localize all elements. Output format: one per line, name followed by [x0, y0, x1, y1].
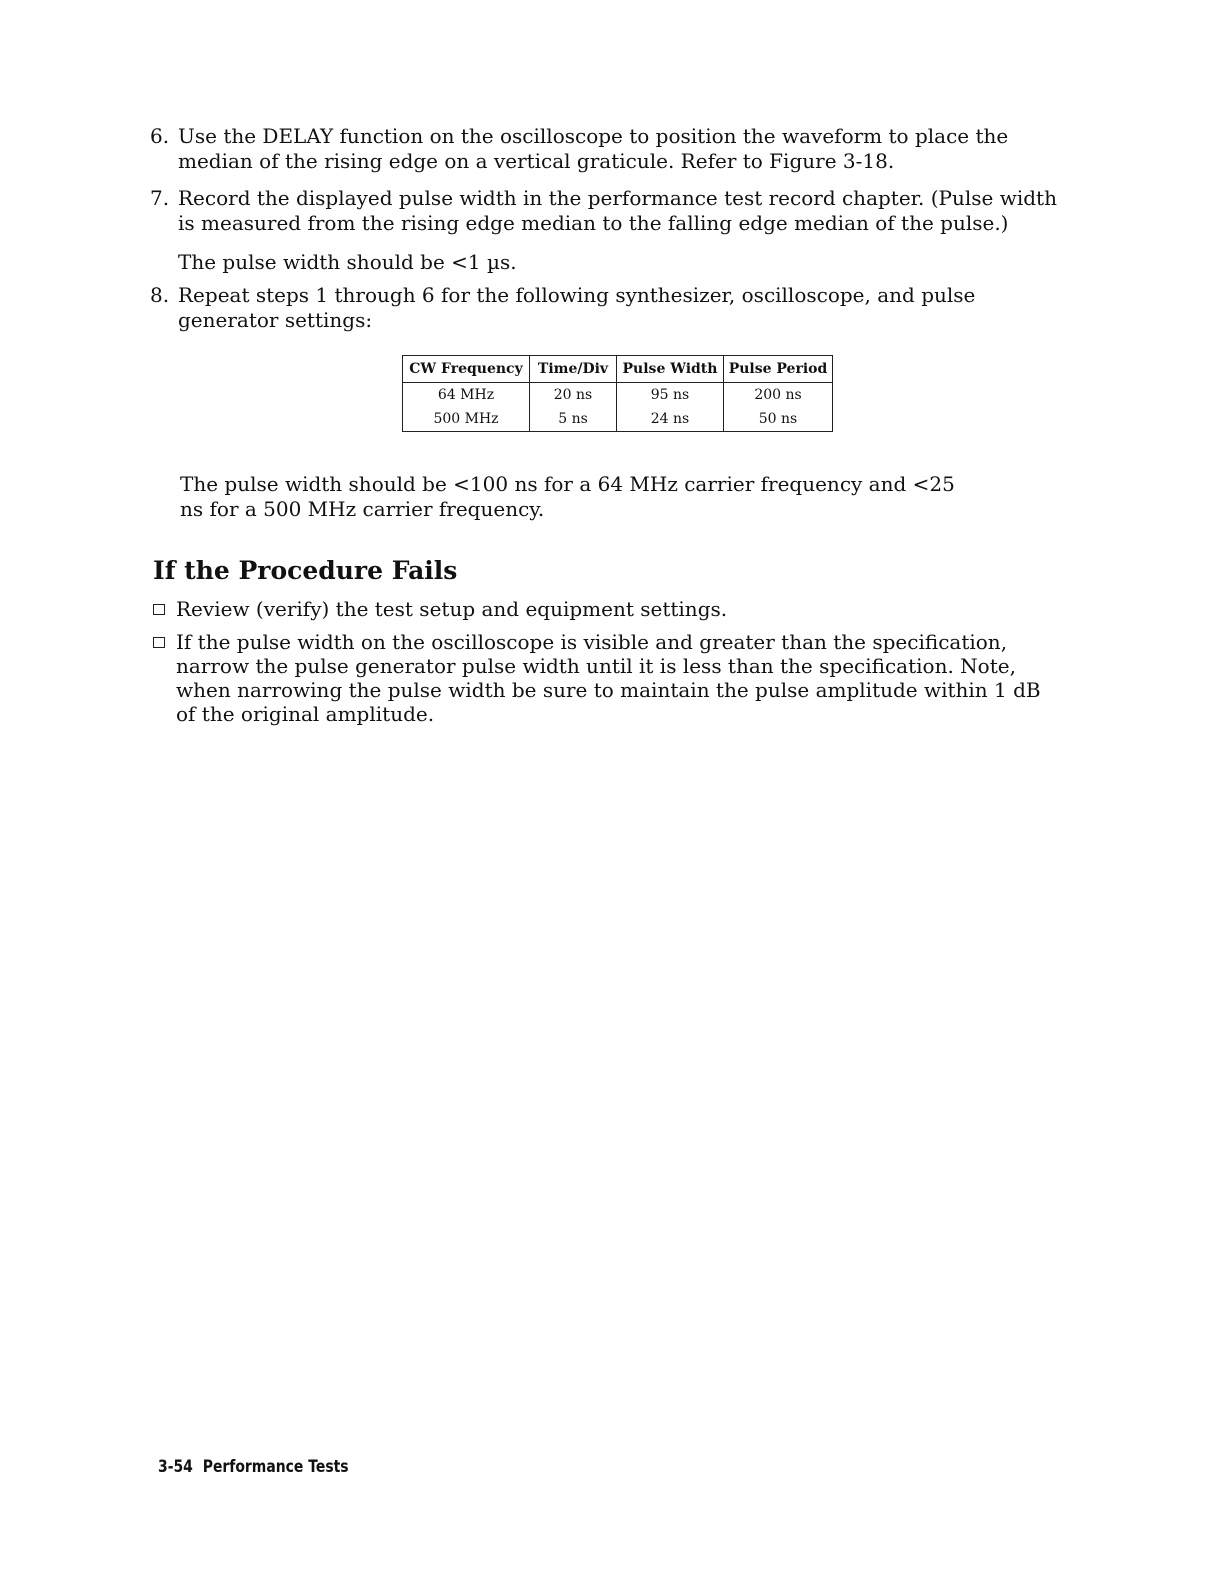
column-header: CW Frequency — [403, 356, 530, 383]
step-text: Repeat steps 1 through 6 for the following synthesizer, oscilloscope, and pulse generator settings: — [178, 283, 976, 332]
carrier-frequency-note: The pulse width should be <100 ns for a 64 MHz carrier frequency and <25 ns for a 500 MHz carrier frequency. — [180, 472, 955, 521]
bullet-text: Review (verify) the test setup and equipment settings. — [176, 597, 728, 621]
checkbox-bullet-icon — [153, 637, 165, 648]
table-cell: 24 ns — [617, 407, 724, 432]
section-heading: If the Procedure Fails — [153, 556, 458, 585]
step-number: 8. — [150, 283, 170, 307]
table-cell: 20 ns — [530, 383, 617, 408]
table-cell: 5 ns — [530, 407, 617, 432]
chapter-title: Performance Tests — [202, 1457, 349, 1477]
table-cell: 64 MHz — [403, 383, 530, 408]
step-text: Record the displayed pulse width in the performance test record chapter. (Pulse width is measured from the rising edge median to the falling edge median of the pulse.) — [178, 186, 1057, 235]
table-row — [403, 407, 833, 432]
step-7-note: The pulse width should be <1 µs. — [178, 250, 517, 274]
table-cell: 50 ns — [724, 407, 833, 432]
page-footer — [158, 1456, 349, 1478]
table-cell: 95 ns — [617, 383, 724, 408]
settings-table — [402, 355, 833, 432]
table-cell: 500 MHz — [403, 407, 530, 432]
column-header: Pulse Width — [617, 356, 724, 383]
page-number: 3-54 — [158, 1457, 193, 1477]
checkbox-bullet-icon — [153, 604, 165, 615]
table-cell: 200 ns — [724, 383, 833, 408]
step-number: 6. — [150, 124, 170, 148]
column-header: Time/Div — [530, 356, 617, 383]
table-header-row — [403, 356, 833, 383]
step-text: Use the DELAY function on the oscilloscope to position the waveform to place the median of the rising edge on a vertical graticule. Refer to Figure 3-18. — [178, 124, 1009, 173]
column-header: Pulse Period — [724, 356, 833, 383]
step-number: 7. — [150, 186, 170, 210]
table-row — [403, 383, 833, 408]
bullet-text: If the pulse width on the oscilloscope is visible and greater than the specification, narrow the pulse generator pulse width until it is less than the specification. Note, when narrowing the pulse width be sure to maintain the pulse amplitude within 1 dB of the original amplitude. — [176, 630, 1041, 726]
